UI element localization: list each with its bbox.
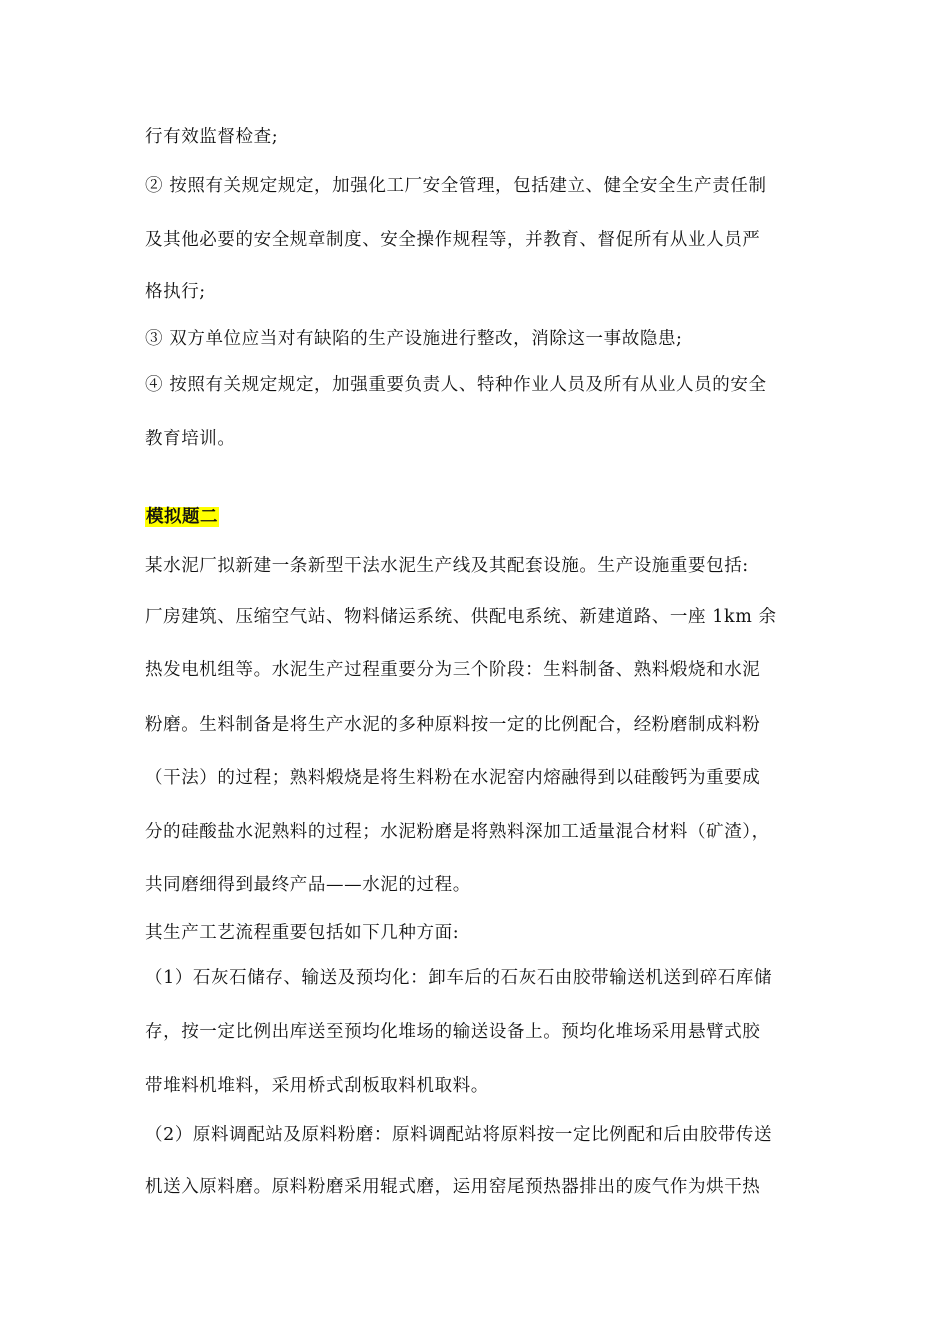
- paragraph-line: 热发电机组等。水泥生产过程重要分为三个阶段：生料制备、熟料煅烧和水泥: [145, 660, 761, 680]
- paragraph-line: 格执行;: [145, 282, 206, 302]
- heading-highlight: 模拟题二: [146, 507, 218, 527]
- paragraph-line: 某水泥厂拟新建一条新型干法水泥生产线及其配套设施。生产设施重要包括:: [145, 556, 749, 576]
- paragraph-line: 存，按一定比例出库送至预均化堆场的输送设备上。预均化堆场采用悬臂式胶: [145, 1022, 761, 1042]
- paragraph-line: 带堆料机堆料，采用桥式刮板取料机取料。: [145, 1076, 489, 1096]
- paragraph-line: 其生产工艺流程重要包括如下几种方面:: [145, 923, 460, 943]
- paragraph-line: （1）石灰石储存、输送及预均化：卸车后的石灰石由胶带输送机送到碎石库储: [145, 968, 773, 988]
- paragraph-line: ④ 按照有关规定规定，加强重要负责人、特种作业人员及所有从业人员的安全: [145, 375, 767, 395]
- paragraph-line: 分的硅酸盐水泥熟料的过程；水泥粉磨是将熟料深加工适量混合材料（矿渣），: [145, 822, 770, 842]
- paragraph-line: 教育培训。: [145, 429, 236, 449]
- paragraph-line: 行有效监督检查;: [145, 127, 279, 147]
- paragraph-line: 粉磨。生料制备是将生产水泥的多种原料按一定的比例配合，经粉磨制成料粉: [145, 715, 761, 735]
- paragraph-line: 及其他必要的安全规章制度、安全操作规程等，并教育、督促所有从业人员严: [145, 230, 761, 250]
- paragraph-line: ② 按照有关规定规定，加强化工厂安全管理，包括建立、健全安全生产责任制: [145, 176, 767, 196]
- paragraph-line: 机送入原料磨。原料粉磨采用辊式磨，运用窑尾预热器排出的废气作为烘干热: [145, 1177, 761, 1197]
- paragraph-line: ③ 双方单位应当对有缺陷的生产设施进行整改，消除这一事故隐患;: [145, 329, 683, 349]
- paragraph-line: 厂房建筑、压缩空气站、物料储运系统、供配电系统、新建道路、一座 1km 余: [145, 607, 777, 627]
- paragraph-line: 共同磨细得到最终产品——水泥的过程。: [145, 875, 471, 895]
- paragraph-line: （干法）的过程；熟料煅烧是将生料粉在水泥窑内熔融得到以硅酸钙为重要成: [145, 768, 761, 788]
- paragraph-line: （2）原料调配站及原料粉磨：原料调配站将原料按一定比例配和后由胶带传送: [145, 1125, 773, 1145]
- section-heading: [145, 505, 825, 529]
